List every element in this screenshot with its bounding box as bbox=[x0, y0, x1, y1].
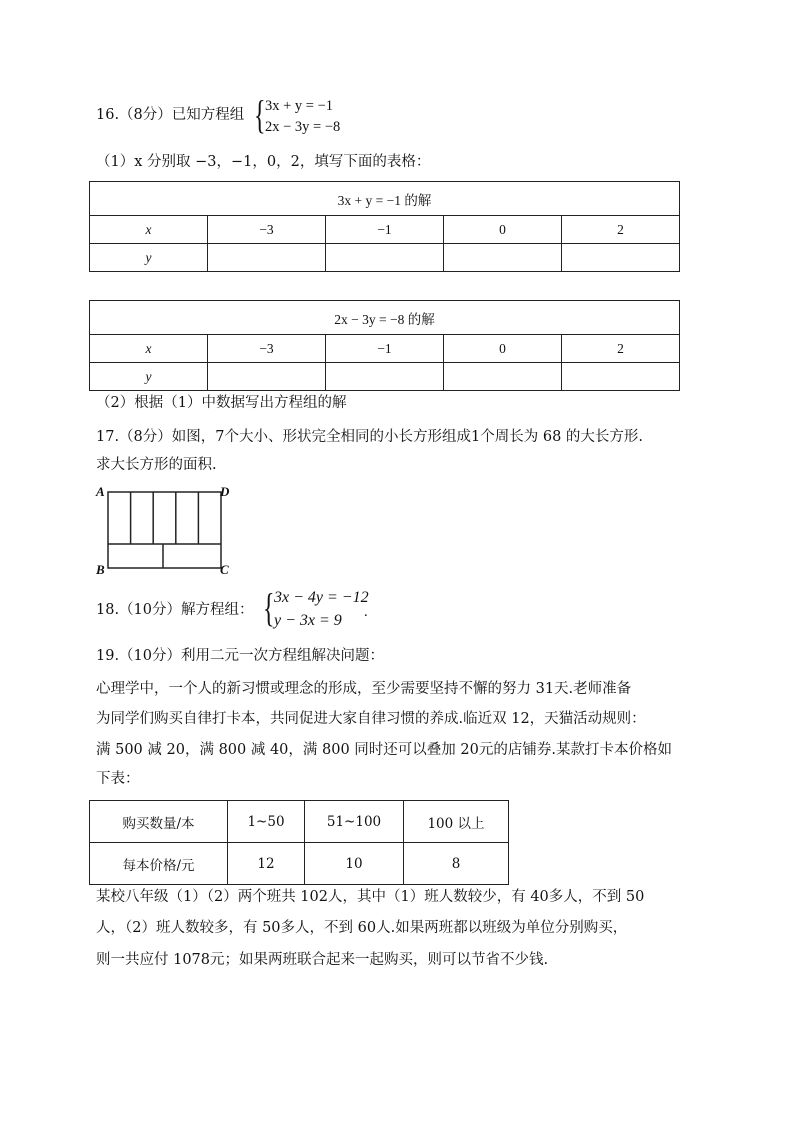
q16-eq2: 2x − 3y = −8 bbox=[265, 119, 341, 135]
q17-line2: 求大长方形的面积. bbox=[96, 457, 217, 473]
y-cell bbox=[562, 363, 680, 391]
y-cell bbox=[208, 363, 326, 391]
label-a: A bbox=[96, 484, 105, 499]
price-cell: 12 bbox=[228, 843, 305, 885]
y-cell bbox=[444, 244, 562, 272]
table-eq1-solutions bbox=[89, 181, 680, 272]
q19-para: 满 500 减 20，满 800 减 40，满 800 同时还可以叠加 20元的店铺券.某款打卡本价格如 bbox=[96, 742, 672, 758]
y-cell bbox=[444, 363, 562, 391]
y-label: y bbox=[90, 244, 208, 272]
q19-title: 19.（10分）利用二元一次方程组解决问题： bbox=[96, 648, 385, 664]
q16-title: 16.（8分）已知方程组 bbox=[96, 107, 245, 123]
brace: { bbox=[254, 92, 266, 137]
table-header: 2x − 3y = −8 的解 bbox=[90, 301, 680, 335]
x-value: −1 bbox=[326, 216, 444, 244]
price-cell: 51~100 bbox=[305, 801, 404, 843]
table-header: 3x + y = −1 的解 bbox=[90, 182, 680, 216]
label-d: D bbox=[220, 484, 230, 499]
y-cell bbox=[208, 244, 326, 272]
y-cell bbox=[326, 363, 444, 391]
y-cell bbox=[562, 244, 680, 272]
q18-title: 18.（10分）解方程组： bbox=[96, 602, 254, 618]
q16-part2: （2）根据（1）中数据写出方程组的解 bbox=[96, 395, 347, 411]
q19-para: 心理学中，一个人的新习惯或理念的形成，至少需要坚持不懈的努力 31天.老师准备 bbox=[96, 681, 632, 697]
q19-para: 为同学们购买自律打卡本，共同促进大家自律习惯的养成.临近双 12，天猫活动规则： bbox=[96, 711, 646, 727]
q16-eq1: 3x + y = −1 bbox=[265, 98, 334, 114]
x-value: −3 bbox=[208, 216, 326, 244]
y-cell bbox=[326, 244, 444, 272]
x-label: x bbox=[90, 216, 208, 244]
q19-after: 人，（2）班人数较多，有 50多人，不到 60人.如果两班都以班级为单位分别购买， bbox=[96, 920, 628, 936]
table-eq2-solutions bbox=[89, 300, 680, 391]
price-cell: 1~50 bbox=[228, 801, 305, 843]
price-cell: 8 bbox=[404, 843, 509, 885]
q16-part1: （1）x 分别取 −3，−1，0，2，填写下面的表格： bbox=[96, 154, 431, 170]
q19-after: 某校八年级（1）（2）两个班共 102人，其中（1）班人数较少，有 40多人，不到 50 bbox=[96, 889, 645, 905]
rectangle-figure bbox=[106, 490, 224, 570]
price-table bbox=[89, 800, 509, 885]
x-value: 2 bbox=[562, 216, 680, 244]
label-b: B bbox=[96, 562, 105, 577]
q17-line1: 17.（8分）如图，7个大小、形状完全相同的小长方形组成1个周长为 68 的大长方形. bbox=[96, 429, 644, 445]
x-value: −3 bbox=[208, 335, 326, 363]
x-value: 2 bbox=[562, 335, 680, 363]
price-cell: 购买数量/本 bbox=[90, 801, 228, 843]
q19-para: 下表： bbox=[96, 771, 140, 787]
q18-end: . bbox=[364, 604, 368, 620]
q18-eq2: y − 3x = 9 bbox=[274, 612, 342, 629]
label-c: C bbox=[220, 562, 229, 577]
price-cell: 每本价格/元 bbox=[90, 843, 228, 885]
x-value: 0 bbox=[444, 216, 562, 244]
x-value: 0 bbox=[444, 335, 562, 363]
brace: { bbox=[263, 585, 275, 630]
price-cell: 10 bbox=[305, 843, 404, 885]
x-value: −1 bbox=[326, 335, 444, 363]
q19-after: 则一共应付 1078元；如果两班联合起来一起购买，则可以节省不少钱. bbox=[96, 952, 549, 968]
y-label: y bbox=[90, 363, 208, 391]
price-cell: 100 以上 bbox=[404, 801, 509, 843]
q18-eq1: 3x − 4y = −12 bbox=[274, 589, 369, 606]
x-label: x bbox=[90, 335, 208, 363]
